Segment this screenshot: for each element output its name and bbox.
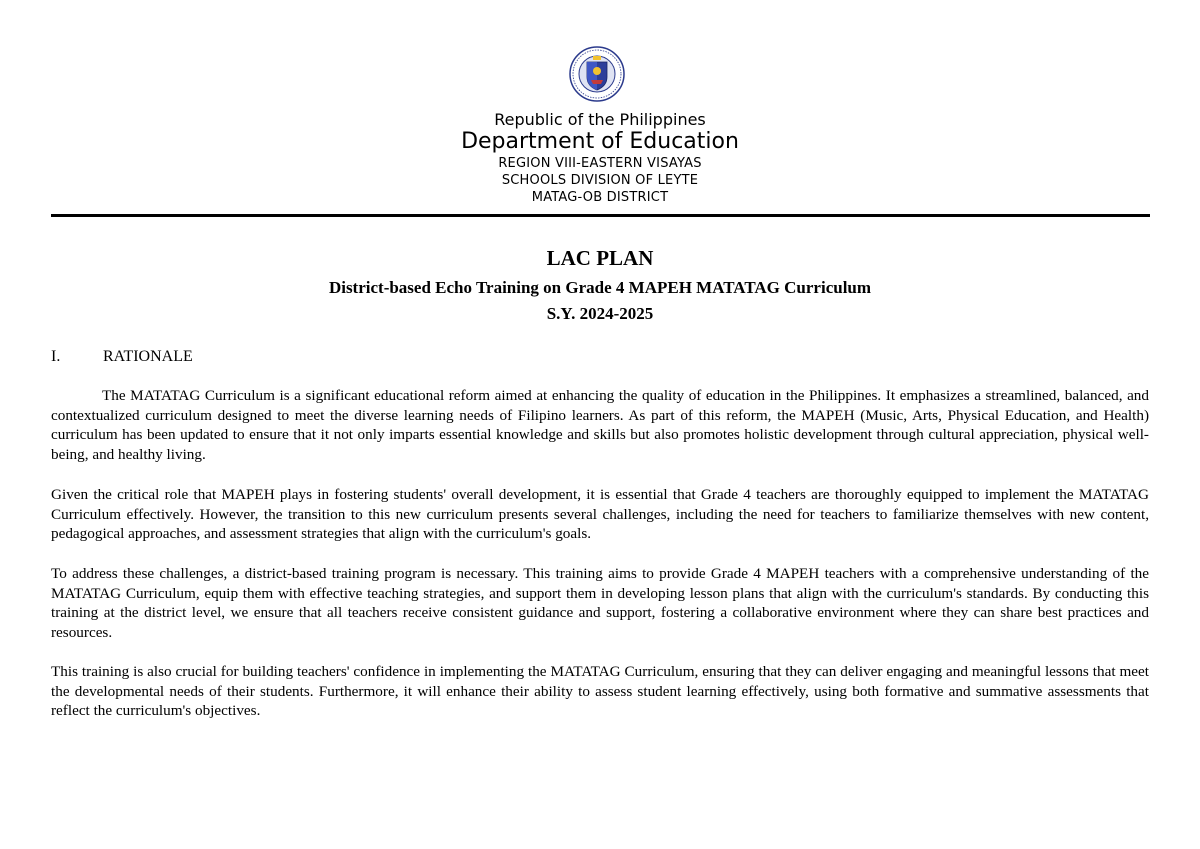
department-heading: Department of Education	[461, 129, 739, 154]
rationale-paragraph-3: To address these challenges, a district-based training program is necessary. This training aims to provide Grade 4 MAPEH teachers with a comprehensive understanding of the MATATAG Curriculum, equip them with effective teaching strategies, and support them in developing lesson plans that align with the curriculum's standards. By conducting this training at the district level, we ensure that all teachers receive consistent guidance and support, fostering a collaborative environment where they can share best practices and resources.	[51, 565, 1149, 641]
document-title: LAC PLAN	[546, 246, 654, 270]
section-title: RATIONALE	[103, 348, 193, 365]
section-number: I.	[51, 348, 61, 365]
document-subtitle: District-based Echo Training on Grade 4 MAPEH MATATAG Curriculum	[328, 278, 872, 297]
division-heading: SCHOOLS DIVISION OF LEYTE	[501, 173, 699, 188]
school-year: S.Y. 2024-2025	[546, 304, 654, 323]
region-heading: REGION VIII-EASTERN VISAYAS	[498, 156, 702, 171]
rationale-paragraph-1: The MATATAG Curriculum is a significant educational reform aimed at enhancing the quality of education in the Philippines. It emphasizes a streamlined, balanced, and contextualized curriculum designed to meet the diverse learning needs of Filipino learners. As part of this reform, the MAPEH (Music, Arts, Physical Education, and Health) curriculum has been updated to ensure that it not only imparts essential knowledge and skills but also promotes holistic development through cultural appreciation, physical well-being, and healthy living.	[51, 387, 1149, 463]
republic-heading: Republic of the Philippines	[494, 110, 706, 129]
header-divider	[51, 214, 1150, 217]
rationale-paragraph-2: Given the critical role that MAPEH plays in fostering students' overall development, it is essential that Grade 4 teachers are thoroughly equipped to implement the MATATAG Curriculum effectively. However, the transition to this new curriculum presents several challenges, including the need for teachers to familiarize themselves with new content, pedagogical approaches, and assessment strategies that align with the curriculum's goals.	[51, 486, 1149, 542]
district-heading: MATAG-OB DISTRICT	[531, 190, 669, 205]
deped-seal-icon	[563, 44, 631, 104]
rationale-paragraph-4: This training is also crucial for building teachers' confidence in implementing the MATATAG Curriculum, ensuring that they can deliver engaging and meaningful lessons that meet the developmental needs of their students. Furthermore, it will enhance their ability to assess student learning effectively, using both formative and summative assessments that reflect the curriculum's objectives.	[51, 663, 1149, 719]
